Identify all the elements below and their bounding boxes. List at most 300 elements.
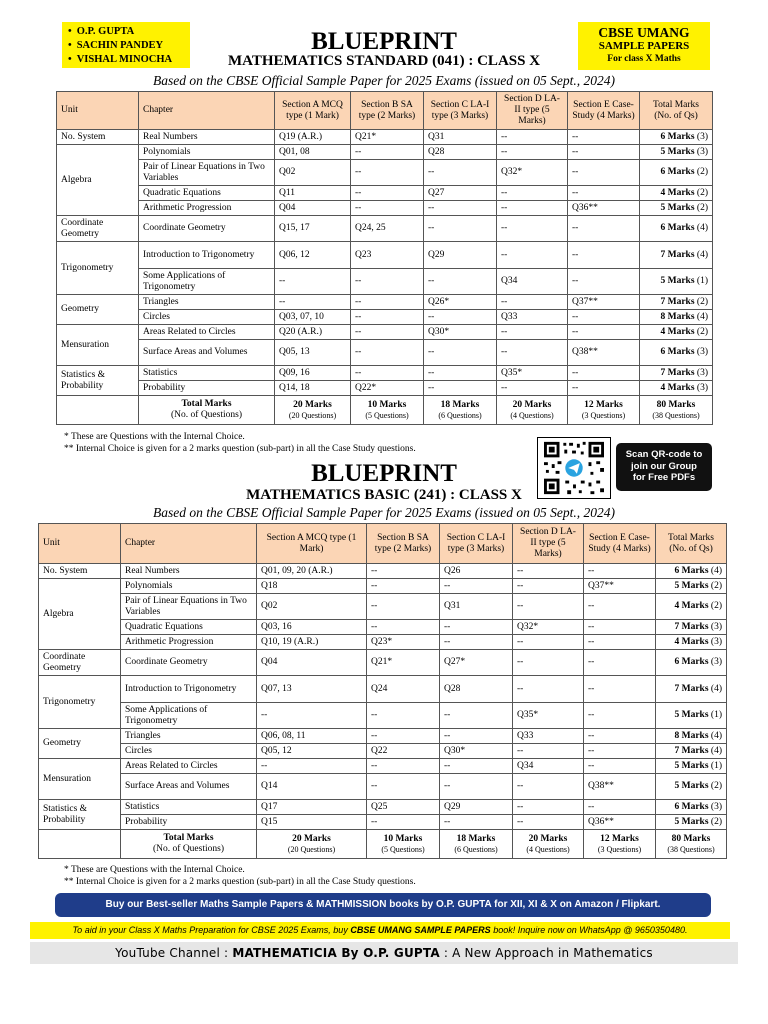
total-marks-value: 4 Marks <box>660 187 695 198</box>
question-cell: Q26 <box>440 564 513 579</box>
question-cell: -- <box>424 366 497 381</box>
unit-cell: Geometry <box>39 729 121 759</box>
total-marks-value: 6 Marks <box>660 223 695 233</box>
chapter-cell: Introduction to Trigonometry <box>121 676 257 703</box>
chapter-cell: Coordinate Geometry <box>121 650 257 676</box>
chapter-cell: Some Applications of Trigonometry <box>121 703 257 729</box>
header-cell: Unit <box>39 524 121 564</box>
youtube-channel-name[interactable]: MATHEMATICIA By O.P. GUPTA <box>232 946 440 960</box>
question-cell: -- <box>424 216 497 242</box>
totals-label <box>139 396 275 425</box>
chapter-cell: Statistics <box>139 366 275 381</box>
youtube-pre: YouTube Channel : <box>115 946 233 960</box>
standard-blueprint-table <box>56 91 713 425</box>
question-cell: -- <box>440 703 513 729</box>
chapter-cell: Areas Related to Circles <box>121 759 257 774</box>
question-count: (3) <box>710 801 722 812</box>
question-cell: -- <box>584 564 656 579</box>
unit-cell: Mensuration <box>39 759 121 800</box>
totals-questions: (38 Questions) <box>652 411 700 420</box>
table-row <box>57 130 713 145</box>
question-cell: Q30* <box>424 325 497 340</box>
question-cell: Q31 <box>440 594 513 620</box>
question-cell: -- <box>584 676 656 703</box>
header-row <box>57 92 713 130</box>
question-cell: -- <box>497 145 568 160</box>
total-marks-value: 4 Marks <box>660 326 695 337</box>
question-cell: -- <box>568 145 640 160</box>
author-1: • O.P. GUPTA <box>68 25 184 39</box>
question-cell: -- <box>568 325 640 340</box>
question-cell: -- <box>568 269 640 295</box>
table-row <box>39 774 727 800</box>
totals-questions: (3 Questions) <box>597 845 642 854</box>
total-marks-cell <box>656 815 727 830</box>
brand-line-2: SAMPLE PAPERS <box>598 40 690 52</box>
question-cell: -- <box>497 201 568 216</box>
header-cell: Section A MCQ type (1 Mark) <box>275 92 351 130</box>
chapter-cell: Real Numbers <box>139 130 275 145</box>
question-cell: Q35* <box>513 703 584 729</box>
question-count: (4) <box>696 311 708 322</box>
question-cell: Q23* <box>367 635 440 650</box>
question-cell: -- <box>584 744 656 759</box>
total-marks-value: 5 Marks <box>674 816 709 827</box>
question-cell: Q29 <box>424 242 497 269</box>
question-cell: -- <box>584 759 656 774</box>
table-row <box>57 325 713 340</box>
table-row <box>39 744 727 759</box>
chapter-cell: Arithmetic Progression <box>121 635 257 650</box>
question-cell: Q37** <box>568 295 640 310</box>
question-cell: Q17 <box>257 800 367 815</box>
question-count: (4) <box>710 745 722 756</box>
blank-cell <box>57 396 139 425</box>
question-cell: -- <box>424 340 497 366</box>
totals-questions: (4 Questions) <box>510 411 554 420</box>
question-cell: -- <box>351 160 424 186</box>
question-cell: Q02 <box>257 594 367 620</box>
totals-label-main: Total Marks <box>163 833 214 843</box>
total-marks-cell <box>656 759 727 774</box>
chapter-cell: Areas Related to Circles <box>139 325 275 340</box>
question-cell: -- <box>257 759 367 774</box>
totals-questions: (5 Questions) <box>381 845 425 854</box>
standard-note-2: ** Internal Choice is given for a 2 marks question (sub-part) in all the Case Study questions. <box>64 444 416 454</box>
aid-line-bold: CBSE UMANG SAMPLE PAPERS <box>350 925 491 935</box>
total-marks-value: 6 Marks <box>660 167 695 177</box>
question-cell: -- <box>367 579 440 594</box>
question-cell: -- <box>351 366 424 381</box>
question-cell: -- <box>584 703 656 729</box>
question-cell: -- <box>497 295 568 310</box>
question-cell: Q33 <box>513 729 584 744</box>
total-marks-cell <box>656 703 727 729</box>
question-cell: -- <box>513 676 584 703</box>
table-row <box>57 201 713 216</box>
table-row <box>39 564 727 579</box>
basic-notes <box>64 864 416 888</box>
question-count: (2) <box>696 187 708 198</box>
question-cell: -- <box>351 310 424 325</box>
total-marks-value: 5 Marks <box>660 146 695 157</box>
question-cell: Q34 <box>513 759 584 774</box>
total-marks-value: 7 Marks <box>674 745 709 756</box>
total-marks-value: 7 Marks <box>660 296 695 307</box>
total-marks-cell <box>656 635 727 650</box>
question-cell: Q22* <box>351 381 424 396</box>
totals-label-sub: (No. of Questions) <box>153 844 224 854</box>
total-marks-value: 7 Marks <box>660 367 695 378</box>
total-marks-value: 7 Marks <box>674 683 709 694</box>
question-cell: -- <box>568 160 640 186</box>
header-cell: Section C LA-I type (3 Marks) <box>424 92 497 130</box>
question-cell: -- <box>513 650 584 676</box>
table-row <box>57 160 713 186</box>
question-cell: Q38** <box>568 340 640 366</box>
unit-cell: No. System <box>39 564 121 579</box>
totals-marks: 12 Marks <box>600 834 639 844</box>
question-cell: Q09, 16 <box>275 366 351 381</box>
table-row <box>57 310 713 325</box>
chapter-cell: Real Numbers <box>121 564 257 579</box>
total-marks-value: 4 Marks <box>660 382 695 393</box>
chapter-cell: Surface Areas and Volumes <box>121 774 257 800</box>
question-cell: Q22 <box>367 744 440 759</box>
chapter-cell: Statistics <box>121 800 257 815</box>
total-marks-cell <box>656 774 727 800</box>
question-cell: Q14, 18 <box>275 381 351 396</box>
question-cell: -- <box>497 381 568 396</box>
table-row <box>57 145 713 160</box>
total-marks-cell <box>640 325 713 340</box>
question-cell: -- <box>367 759 440 774</box>
basic-blueprint-table <box>38 523 727 859</box>
question-count: (3) <box>696 131 708 142</box>
question-cell: Q25 <box>367 800 440 815</box>
table-row <box>39 703 727 729</box>
question-cell: Q38** <box>584 774 656 800</box>
question-cell: Q26* <box>424 295 497 310</box>
question-cell: -- <box>367 594 440 620</box>
question-cell: Q15 <box>257 815 367 830</box>
header-cell: Unit <box>57 92 139 130</box>
standard-basis: Based on the CBSE Official Sample Paper for 2025 Exams (issued on 05 Sept., 2024) <box>153 73 615 88</box>
unit-cell: Trigonometry <box>57 242 139 295</box>
author-2: • SACHIN PANDEY <box>68 39 184 53</box>
question-cell: -- <box>513 800 584 815</box>
question-count: (1) <box>710 710 722 720</box>
chapter-cell: Quadratic Equations <box>121 620 257 635</box>
totals-cell <box>513 830 584 859</box>
totals-marks: 20 Marks <box>528 834 568 844</box>
chapter-cell: Polynomials <box>139 145 275 160</box>
total-marks-cell <box>656 800 727 815</box>
question-cell: Q32* <box>513 620 584 635</box>
totals-cell <box>568 396 640 425</box>
question-cell: Q24, 25 <box>351 216 424 242</box>
totals-cell <box>640 396 713 425</box>
question-cell: Q04 <box>257 650 367 676</box>
total-marks-value: 7 Marks <box>674 621 709 632</box>
question-cell: Q15, 17 <box>275 216 351 242</box>
totals-questions: (38 Questions) <box>667 845 715 854</box>
totals-cell <box>440 830 513 859</box>
question-cell: -- <box>440 759 513 774</box>
table-row <box>57 216 713 242</box>
aid-line-post: book! Inquire now on WhatsApp @ 9650350480. <box>490 925 688 935</box>
total-marks-cell <box>656 564 727 579</box>
question-cell: Q19 (A.R.) <box>275 130 351 145</box>
question-cell: -- <box>440 729 513 744</box>
total-marks-value: 7 Marks <box>660 249 695 260</box>
table-row <box>39 635 727 650</box>
header-cell: Total Marks (No. of Qs) <box>640 92 713 130</box>
question-count: (1) <box>710 760 722 771</box>
total-marks-value: 4 Marks <box>674 601 709 611</box>
question-cell: -- <box>584 800 656 815</box>
table-row <box>39 650 727 676</box>
question-cell: -- <box>497 216 568 242</box>
table-row <box>39 579 727 594</box>
table-row <box>57 186 713 201</box>
question-cell: -- <box>440 579 513 594</box>
total-marks-cell <box>640 130 713 145</box>
unit-cell: Mensuration <box>57 325 139 366</box>
question-count: (2) <box>710 601 722 611</box>
unit-cell: Algebra <box>57 145 139 216</box>
question-cell: -- <box>584 594 656 620</box>
basic-subtitle: MATHEMATICS BASIC (241) : CLASS X <box>246 487 522 503</box>
totals-cell <box>497 396 568 425</box>
question-cell: -- <box>351 186 424 201</box>
question-cell: -- <box>257 703 367 729</box>
question-cell: -- <box>424 269 497 295</box>
total-marks-value: 6 Marks <box>674 657 709 667</box>
table-row <box>39 594 727 620</box>
chapter-cell: Triangles <box>121 729 257 744</box>
question-cell: -- <box>497 340 568 366</box>
question-cell: -- <box>351 325 424 340</box>
unit-cell: No. System <box>57 130 139 145</box>
question-cell: Q06, 08, 11 <box>257 729 367 744</box>
question-cell: Q14 <box>257 774 367 800</box>
header-cell: Chapter <box>139 92 275 130</box>
question-cell: Q05, 13 <box>275 340 351 366</box>
totals-marks: 80 Marks <box>671 834 711 844</box>
question-cell: -- <box>568 130 640 145</box>
total-marks-cell <box>640 186 713 201</box>
question-cell: -- <box>367 774 440 800</box>
question-count: (3) <box>710 621 722 632</box>
question-count: (2) <box>696 167 708 177</box>
basic-note-1: * These are Questions with the Internal Choice. <box>64 865 245 875</box>
total-marks-cell <box>656 620 727 635</box>
question-cell: Q37** <box>584 579 656 594</box>
totals-marks: 80 Marks <box>656 400 696 410</box>
totals-questions: (4 Questions) <box>526 845 570 854</box>
totals-questions: (3 Questions) <box>581 411 626 420</box>
total-marks-value: 5 Marks <box>660 276 695 286</box>
question-cell: -- <box>584 620 656 635</box>
total-marks-cell <box>656 729 727 744</box>
totals-label-sub: (No. of Questions) <box>171 410 242 420</box>
total-marks-cell <box>640 340 713 366</box>
question-cell: -- <box>367 729 440 744</box>
question-cell: -- <box>424 381 497 396</box>
total-marks-value: 8 Marks <box>674 730 709 741</box>
question-count: (3) <box>696 347 708 357</box>
table-row <box>39 759 727 774</box>
question-cell: Q11 <box>275 186 351 201</box>
totals-cell <box>367 830 440 859</box>
total-marks-value: 6 Marks <box>674 565 709 576</box>
header-cell: Section B SA type (2 Marks) <box>351 92 424 130</box>
book-ad-banner[interactable]: Buy our Best-seller Maths Sample Papers & MATHMISSION books by O.P. GUPTA for XII, XI & X on Amazon / Flipkart. <box>55 893 711 917</box>
question-cell: Q10, 19 (A.R.) <box>257 635 367 650</box>
table-row <box>39 729 727 744</box>
totals-cell <box>257 830 367 859</box>
question-cell: -- <box>497 186 568 201</box>
standard-title: BLUEPRINT <box>311 28 457 55</box>
table-row <box>57 381 713 396</box>
question-cell: -- <box>568 186 640 201</box>
question-count: (2) <box>710 816 722 827</box>
unit-cell: Coordinate Geometry <box>39 650 121 676</box>
question-count: (4) <box>710 565 722 576</box>
chapter-cell: Pair of Linear Equations in Two Variables <box>121 594 257 620</box>
question-cell: -- <box>513 579 584 594</box>
total-marks-cell <box>640 201 713 216</box>
header-cell: Chapter <box>121 524 257 564</box>
brand-line-3: For class X Maths <box>607 54 681 64</box>
totals-row <box>57 396 713 425</box>
basic-note-2: ** Internal Choice is given for a 2 marks question (sub-part) in all the Case Study questions. <box>64 877 416 887</box>
basic-title: BLUEPRINT <box>311 460 457 487</box>
question-cell: -- <box>497 130 568 145</box>
question-cell: -- <box>440 815 513 830</box>
chapter-cell: Coordinate Geometry <box>139 216 275 242</box>
totals-cell <box>351 396 424 425</box>
question-cell: Q35* <box>497 366 568 381</box>
chapter-cell: Probability <box>139 381 275 396</box>
total-marks-value: 5 Marks <box>674 710 709 720</box>
question-cell: -- <box>351 295 424 310</box>
question-cell: Q20 (A.R.) <box>275 325 351 340</box>
question-cell: -- <box>440 620 513 635</box>
question-cell: Q27 <box>424 186 497 201</box>
question-count: (3) <box>696 146 708 157</box>
chapter-cell: Arithmetic Progression <box>139 201 275 216</box>
question-cell: Q02 <box>275 160 351 186</box>
header-cell: Section B SA type (2 Marks) <box>367 524 440 564</box>
totals-marks: 18 Marks <box>456 834 496 844</box>
total-marks-cell <box>656 594 727 620</box>
question-cell: Q30* <box>440 744 513 759</box>
brand-line-1: CBSE UMANG <box>598 25 690 40</box>
question-cell: Q28 <box>424 145 497 160</box>
unit-cell: Coordinate Geometry <box>57 216 139 242</box>
qr-promo-line-1: Scan QR-code to <box>625 449 703 460</box>
chapter-cell: Triangles <box>139 295 275 310</box>
totals-marks: 20 Marks <box>293 400 332 410</box>
header-cell: Section D LA-II type (5 Marks) <box>497 92 568 130</box>
youtube-post: : A New Approach in Mathematics <box>439 946 653 960</box>
total-marks-cell <box>640 381 713 396</box>
chapter-cell: Polynomials <box>121 579 257 594</box>
standard-note-1: * These are Questions with the Internal Choice. <box>64 432 245 442</box>
question-cell: -- <box>424 310 497 325</box>
totals-marks: 18 Marks <box>440 400 480 410</box>
total-marks-cell <box>640 310 713 325</box>
question-cell: Q24 <box>367 676 440 703</box>
question-cell: -- <box>584 729 656 744</box>
table-row <box>39 620 727 635</box>
total-marks-cell <box>656 579 727 594</box>
question-cell: Q21* <box>367 650 440 676</box>
chapter-cell: Some Applications of Trigonometry <box>139 269 275 295</box>
table-row <box>57 340 713 366</box>
question-cell: -- <box>367 815 440 830</box>
question-count: (2) <box>696 296 708 307</box>
total-marks-value: 5 Marks <box>674 760 709 771</box>
totals-marks: 10 Marks <box>383 834 423 844</box>
question-cell: -- <box>497 325 568 340</box>
question-cell: -- <box>584 650 656 676</box>
question-cell: Q27* <box>440 650 513 676</box>
header-cell: Section E Case-Study (4 Marks) <box>568 92 640 130</box>
standard-notes <box>64 431 416 455</box>
totals-questions: (5 Questions) <box>365 411 409 420</box>
question-count: (4) <box>696 223 708 233</box>
chapter-cell: Surface Areas and Volumes <box>139 340 275 366</box>
question-cell: -- <box>351 145 424 160</box>
unit-cell: Statistics & Probability <box>39 800 121 830</box>
totals-cell <box>656 830 727 859</box>
question-cell: -- <box>513 815 584 830</box>
totals-cell <box>275 396 351 425</box>
table-row <box>57 242 713 269</box>
totals-cell <box>584 830 656 859</box>
question-cell: Q32* <box>497 160 568 186</box>
question-cell: -- <box>424 201 497 216</box>
question-cell: -- <box>513 564 584 579</box>
question-cell: Q29 <box>440 800 513 815</box>
totals-questions: (6 Questions) <box>438 411 482 420</box>
chapter-cell: Probability <box>121 815 257 830</box>
question-cell: -- <box>568 242 640 269</box>
total-marks-cell <box>640 295 713 310</box>
total-marks-cell <box>640 160 713 186</box>
question-count: (3) <box>696 382 708 393</box>
header-row <box>39 524 727 564</box>
aid-line-pre: To aid in your Class X Maths Preparation for CBSE 2025 Exams, buy <box>72 925 351 935</box>
question-cell: Q36** <box>568 201 640 216</box>
totals-marks: 20 Marks <box>292 834 331 844</box>
question-cell: -- <box>275 269 351 295</box>
question-cell: Q06, 12 <box>275 242 351 269</box>
question-cell: -- <box>568 310 640 325</box>
question-cell: -- <box>568 216 640 242</box>
question-count: (4) <box>696 249 708 260</box>
question-cell: Q04 <box>275 201 351 216</box>
total-marks-value: 6 Marks <box>660 131 695 142</box>
total-marks-value: 6 Marks <box>674 801 709 812</box>
totals-marks: 20 Marks <box>512 400 552 410</box>
total-marks-value: 4 Marks <box>674 636 709 647</box>
question-cell: -- <box>351 340 424 366</box>
totals-questions: (20 Questions) <box>288 411 337 420</box>
